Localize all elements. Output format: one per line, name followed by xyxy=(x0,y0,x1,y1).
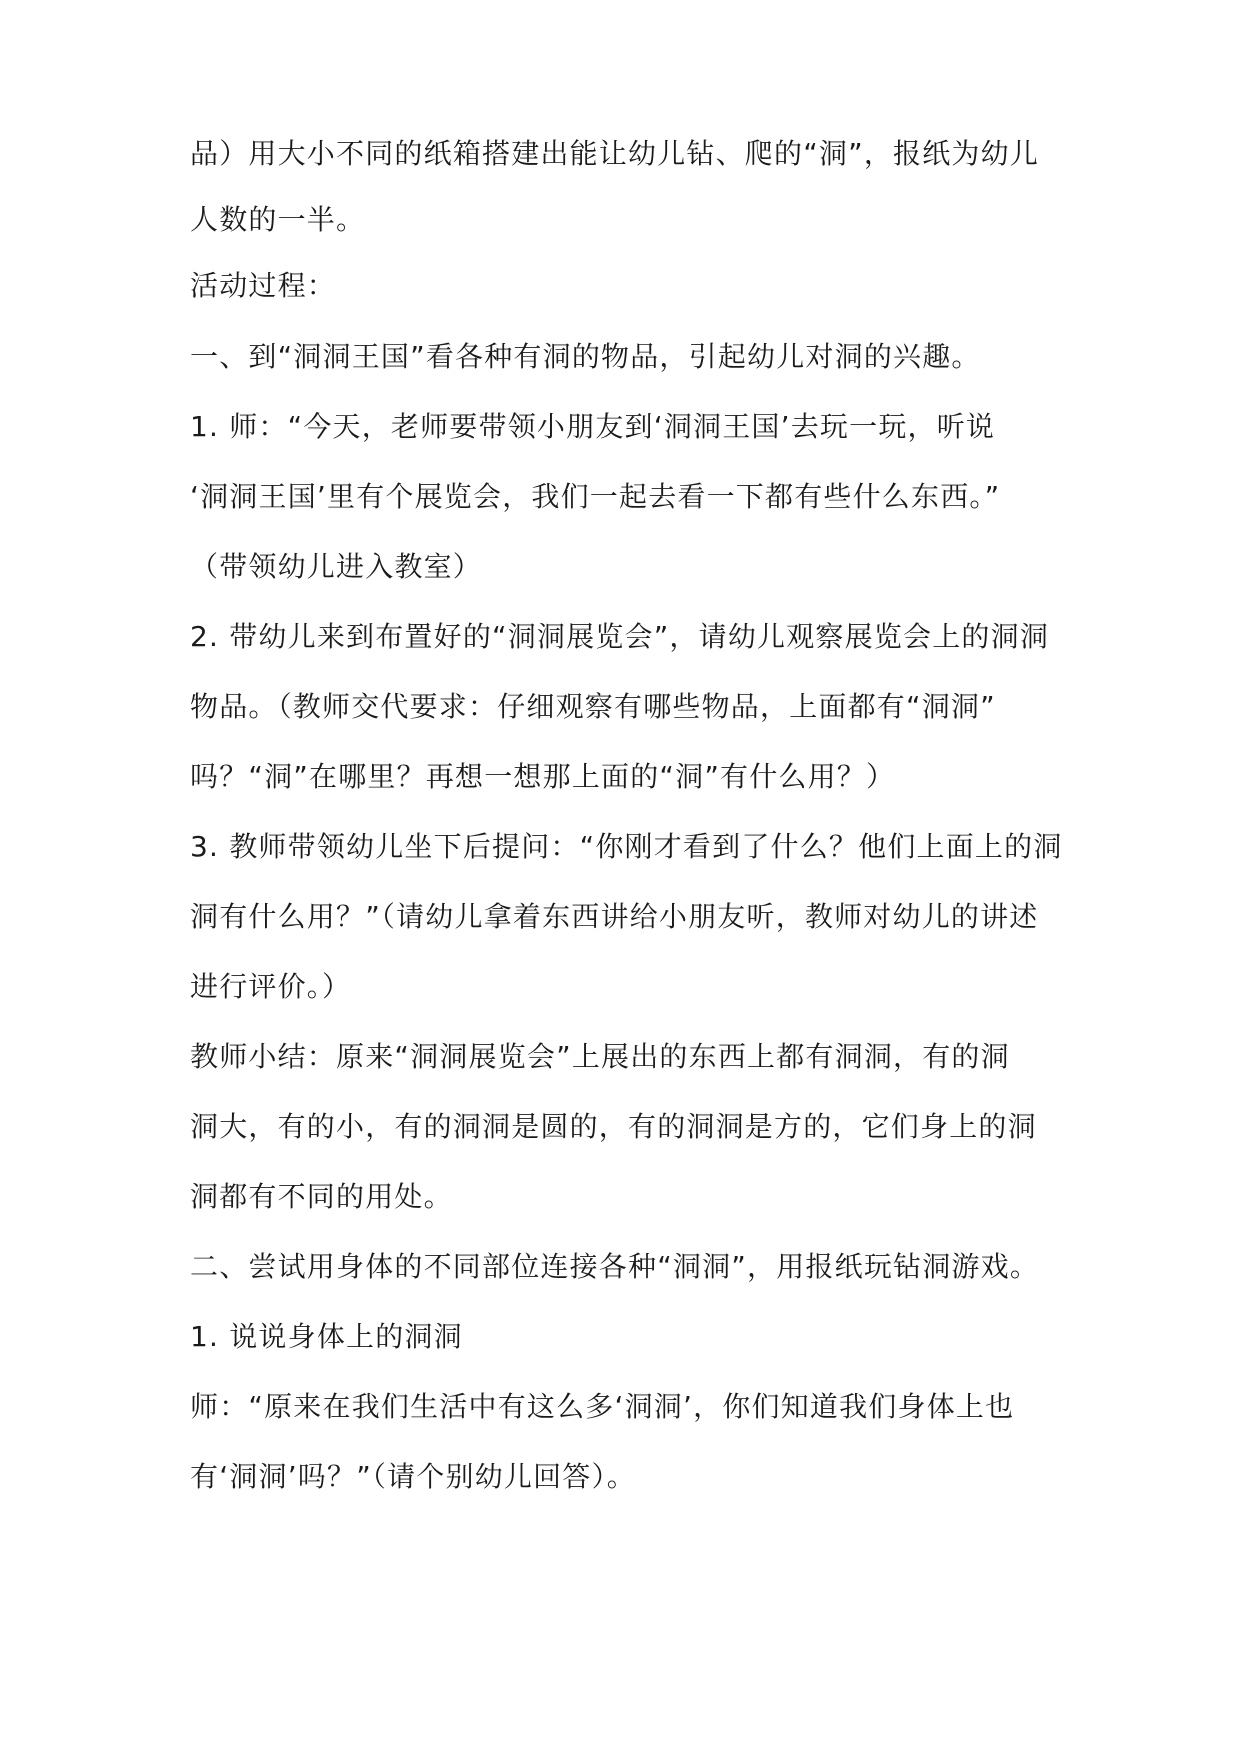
text-line: 人数的一半。 xyxy=(190,203,366,236)
text-line: 3. 教师带领幼儿坐下后提问：“你刚才看到了什么？他们上面上的洞 xyxy=(190,830,1063,863)
text-line: ‘洞洞王国’里有个展览会，我们一起去看一下都有些什么东西。” xyxy=(190,480,1001,513)
text-line: 进行评价。） xyxy=(190,970,352,1003)
text-line: 教师小结：原来“洞洞展览会”上展出的东西上都有洞洞，有的洞 xyxy=(190,1040,1010,1073)
text-line: 师：“原来在我们生活中有这么多‘洞洞’，你们知道我们身体上也 xyxy=(190,1390,1015,1423)
text-line: 物品。（教师交代要求：仔细观察有哪些物品，上面都有“洞洞” xyxy=(190,690,996,723)
text-line: 2. 带幼儿来到布置好的“洞洞展览会”，请幼儿观察展览会上的洞洞 xyxy=(190,620,1050,653)
text-line: （带领幼儿进入教室） xyxy=(190,550,483,583)
text-line: 品）用大小不同的纸箱搭建出能让幼儿钻、爬的“洞”，报纸为幼儿 xyxy=(190,137,1040,170)
text-line: 一、到“洞洞王国”看各种有洞的物品，引起幼儿对洞的兴趣。 xyxy=(190,340,981,373)
text-line: 洞大，有的小，有的洞洞是圆的，有的洞洞是方的，它们身上的洞 xyxy=(190,1110,1037,1143)
text-line: 二、尝试用身体的不同部位连接各种“洞洞”，用报纸玩钻洞游戏。 xyxy=(190,1250,1040,1283)
text-line: 1. 师：“今天，老师要带领小朋友到‘洞洞王国’去玩一玩，听说 xyxy=(190,410,996,443)
text-line: 吗？“洞”在哪里？再想一想那上面的“洞”有什么用？） xyxy=(190,760,896,793)
text-line: 活动过程： xyxy=(190,269,337,302)
text-line: 洞有什么用？”（请幼儿拿着东西讲给小朋友听，教师对幼儿的讲述 xyxy=(190,900,1039,933)
text-line: 1. 说说身体上的洞洞 xyxy=(190,1320,463,1353)
text-line: 洞都有不同的用处。 xyxy=(190,1180,453,1213)
text-line: 有‘洞洞’吗？”（请个别幼儿回答）。 xyxy=(190,1460,636,1493)
